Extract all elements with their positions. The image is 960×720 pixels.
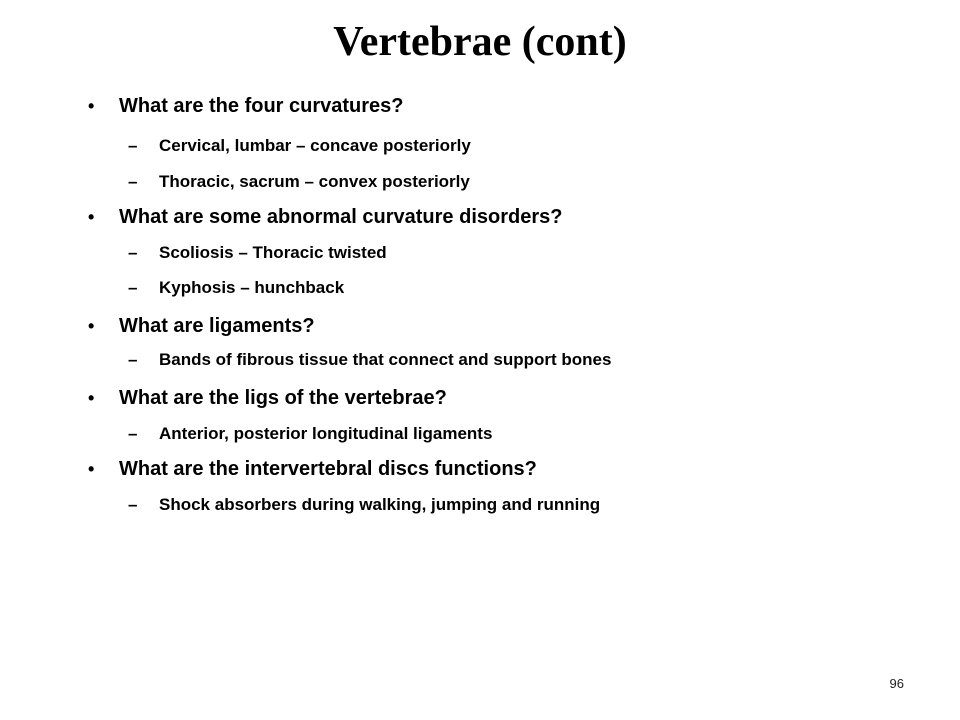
dash-marker: –	[128, 495, 138, 514]
answer-text: Anterior, posterior longitudinal ligaments	[159, 424, 493, 443]
dash-marker: –	[128, 424, 138, 443]
answer-text: Scoliosis – Thoracic twisted	[159, 243, 387, 262]
dash-marker: –	[128, 136, 138, 155]
question-text: What are the intervertebral discs functions?	[119, 458, 537, 480]
dash-marker: –	[128, 172, 138, 191]
answer-text: Cervical, lumbar – concave posteriorly	[159, 136, 471, 155]
dash-marker: –	[128, 243, 138, 262]
question-text: What are the ligs of the vertebrae?	[119, 387, 447, 409]
page-number: 96	[889, 676, 904, 691]
bullet-marker: •	[88, 388, 95, 408]
bullet-marker: •	[88, 207, 95, 227]
dash-marker: –	[128, 350, 138, 369]
answer-text: Kyphosis – hunchback	[159, 278, 345, 297]
question-text: What are ligaments?	[119, 315, 315, 337]
answer-text: Thoracic, sacrum – convex posteriorly	[159, 172, 470, 191]
bullet-marker: •	[88, 459, 95, 479]
bullet-marker: •	[88, 96, 95, 116]
answer-text: Shock absorbers during walking, jumping and running	[159, 495, 601, 514]
slide-title: Vertebrae (cont)	[333, 19, 627, 65]
bullet-marker: •	[88, 316, 95, 336]
question-text: What are some abnormal curvature disorders?	[119, 206, 563, 228]
answer-text: Bands of fibrous tissue that connect and support bones	[159, 350, 612, 369]
question-text: What are the four curvatures?	[119, 95, 404, 117]
dash-marker: –	[128, 278, 138, 297]
